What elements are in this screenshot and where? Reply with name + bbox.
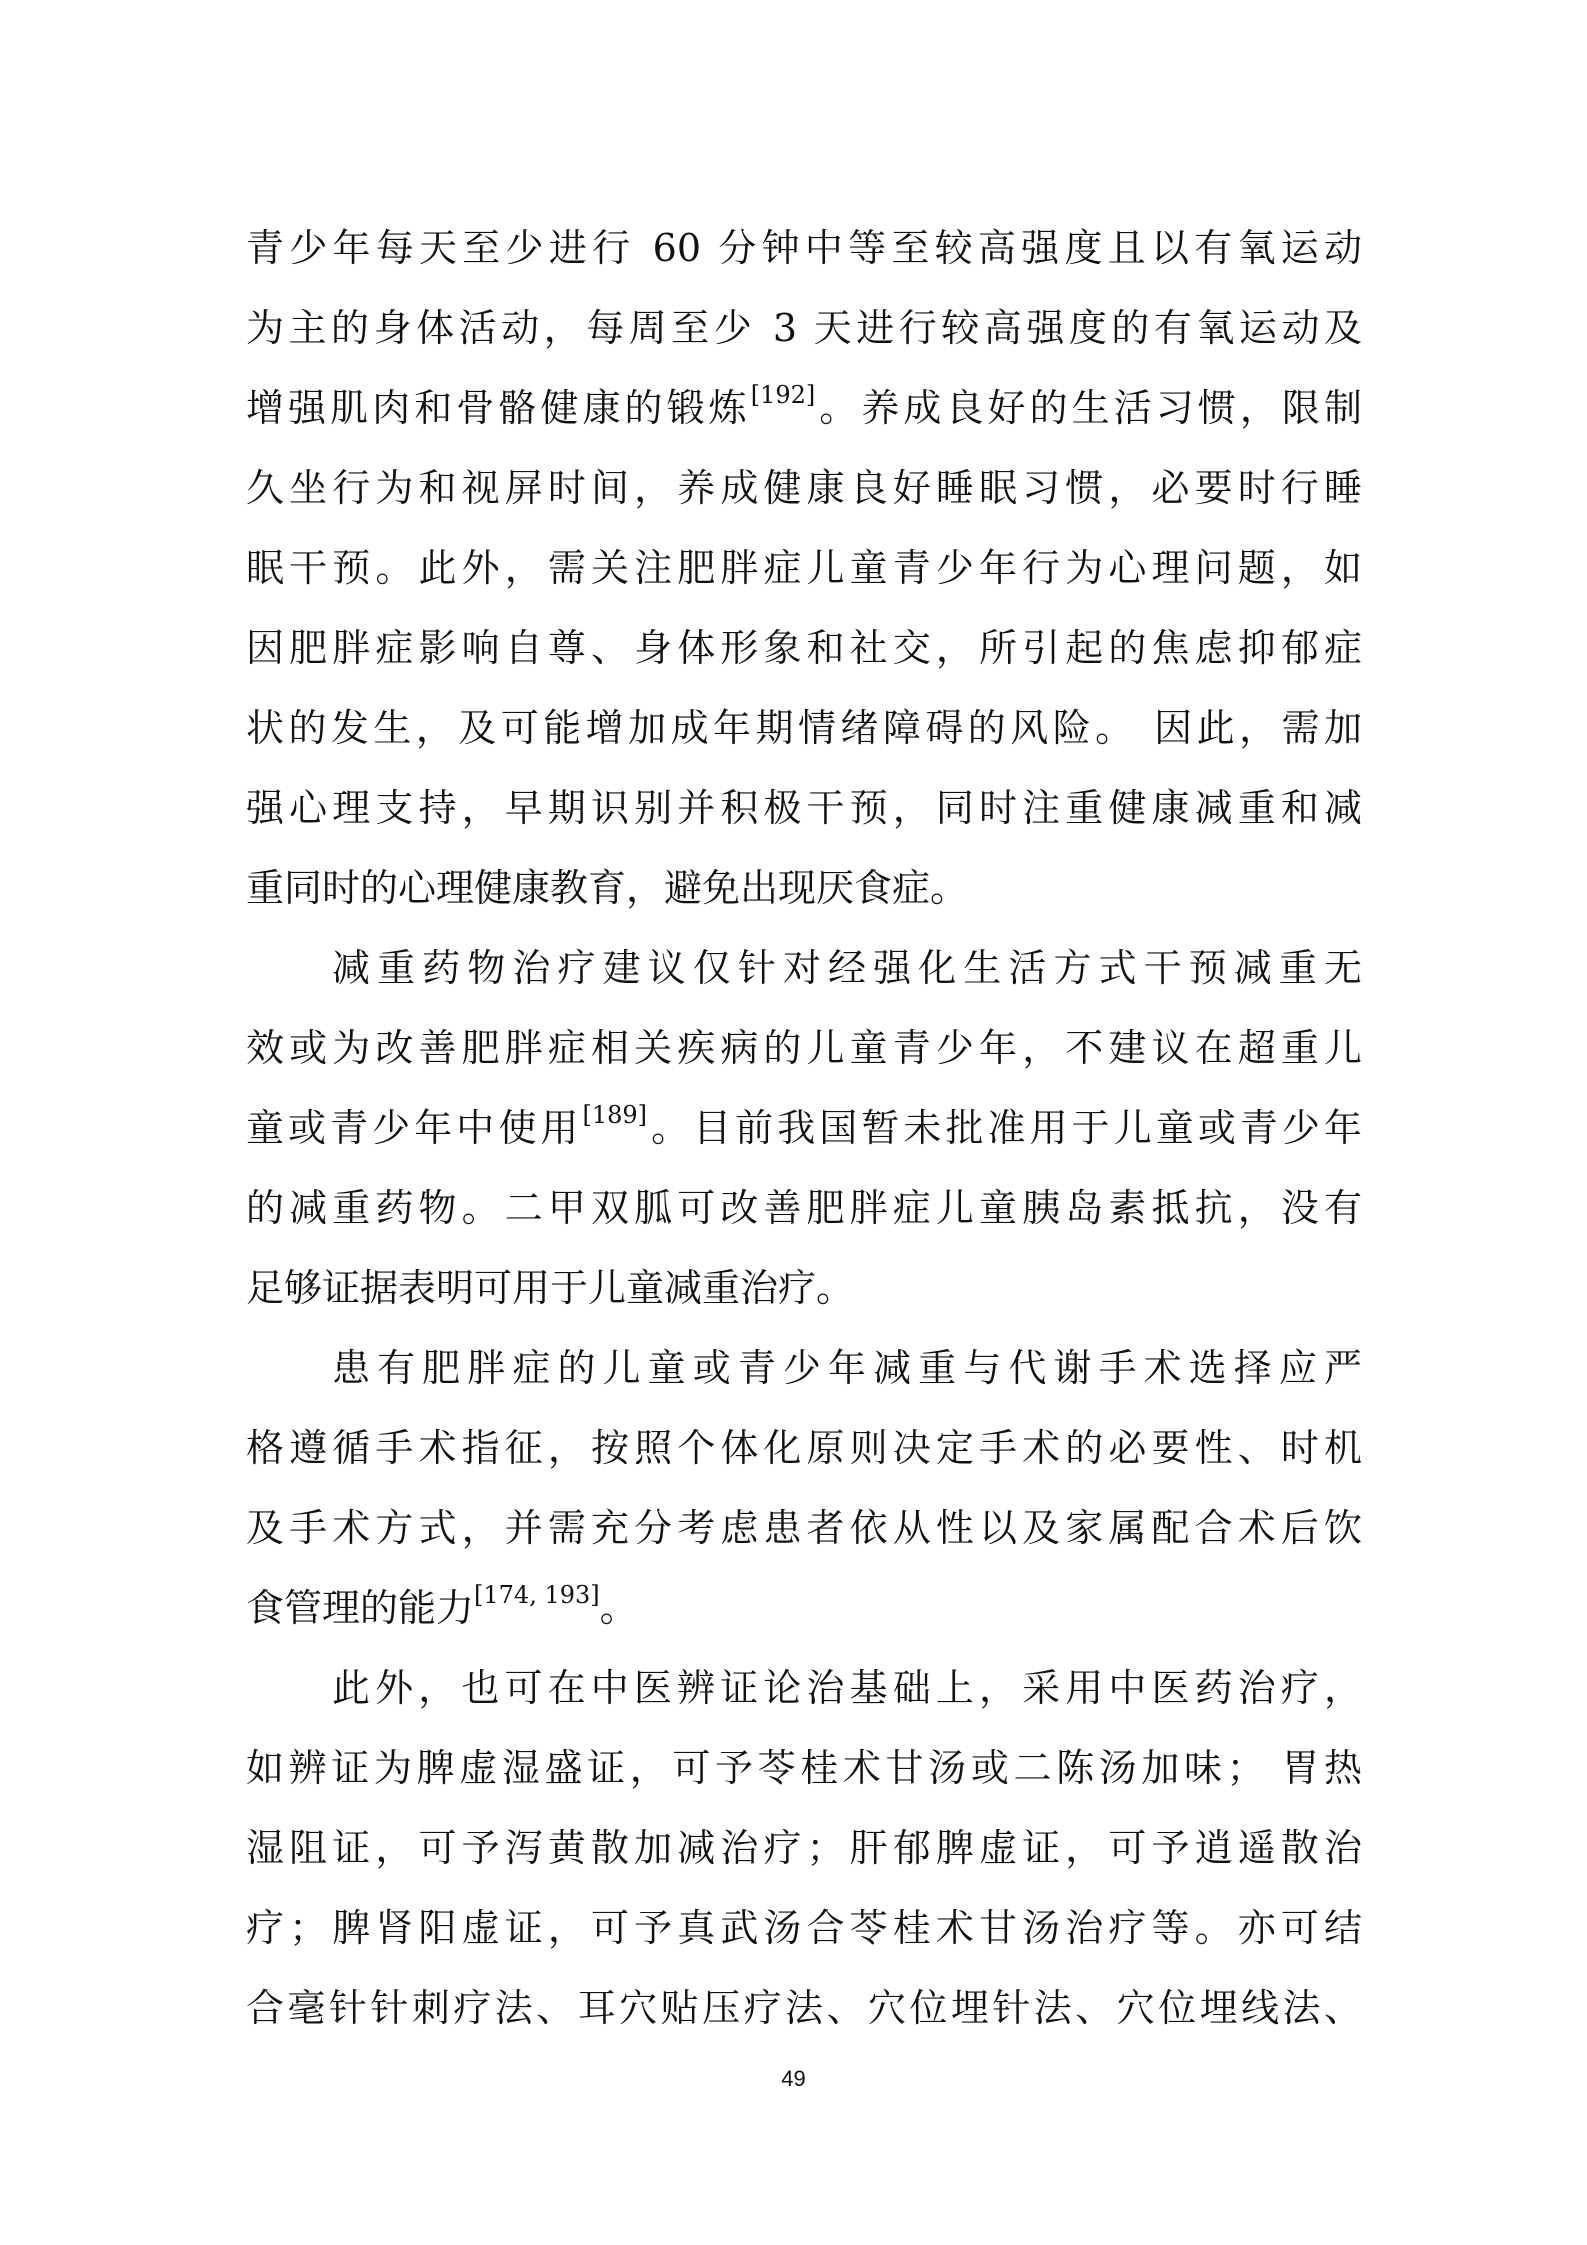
text-segment: 。	[599, 1586, 638, 1630]
text-line: 患有肥胖症的儿童或青少年减重与代谢手术选择应严	[332, 1346, 1362, 1390]
citation-ref: [174, 193]	[474, 1581, 600, 1610]
text-line: 强心理支持，早期识别并积极干预，同时注重健康减重和减	[246, 786, 1362, 830]
citation-ref: [189]	[582, 1101, 648, 1130]
page-number: 49	[781, 2066, 806, 2091]
text-line: 状的发生，及可能增加成年期情绪障碍的风险。 因此，需加	[246, 706, 1362, 750]
text-line: 效或为改善肥胖症相关疾病的儿童青少年，不建议在超重儿	[246, 1026, 1362, 1070]
text-segment: 增强肌肉和骨骼健康的锻炼	[246, 386, 751, 430]
text-line: 疗；脾肾阳虚证，可予真武汤合苓桂术甘汤治疗等。亦可结	[246, 1906, 1362, 1950]
text-line: 减重药物治疗建议仅针对经强化生活方式干预减重无	[332, 946, 1362, 990]
text-line	[246, 380, 1362, 436]
text-line: 眠干预。此外，需关注肥胖症儿童青少年行为心理问题，如	[246, 546, 1362, 590]
text-segment: 。目前我国暂未批准用于儿童或青少年	[647, 1106, 1362, 1150]
text-line: 及手术方式，并需充分考虑患者依从性以及家属配合术后饮	[246, 1506, 1362, 1550]
text-line: 青少年每天至少进行 60 分钟中等至较高强度且以有氧运动	[246, 226, 1362, 270]
text-line: 为主的身体活动，每周至少 3 天进行较高强度的有氧运动及	[246, 306, 1362, 350]
text-line: 此外，也可在中医辨证论治基础上，采用中医药治疗，	[332, 1666, 1362, 1710]
text-line: 合毫针针刺疗法、耳穴贴压疗法、穴位埋针法、穴位埋线法、	[246, 1986, 1362, 2030]
text-line: 格遵循手术指征，按照个体化原则决定手术的必要性、时机	[246, 1426, 1362, 1470]
text-line: 的减重药物。二甲双胍可改善肥胖症儿童胰岛素抵抗，没有	[246, 1186, 1362, 1230]
text-line: 因肥胖症影响自尊、身体形象和社交，所引起的焦虑抑郁症	[246, 626, 1362, 670]
text-line: 足够证据表明可用于儿童减重治疗。	[246, 1266, 855, 1310]
text-line: 如辨证为脾虚湿盛证，可予苓桂术甘汤或二陈汤加味； 胃热	[246, 1746, 1362, 1790]
text-segment: 食管理的能力	[246, 1586, 475, 1630]
text-line: 久坐行为和视屏时间，养成健康良好睡眠习惯，必要时行睡	[246, 466, 1362, 510]
text-segment: 童或青少年中使用	[246, 1106, 583, 1150]
text-line	[246, 1100, 1362, 1156]
text-line: 重同时的心理健康教育，避免出现厌食症。	[246, 866, 969, 910]
text-segment: 。养成良好的生活习惯，限制	[815, 386, 1362, 430]
text-line	[246, 1580, 1362, 1636]
citation-ref: [192]	[750, 381, 816, 410]
text-line: 湿阻证，可予泻黄散加减治疗；肝郁脾虚证，可予逍遥散治	[246, 1826, 1362, 1870]
